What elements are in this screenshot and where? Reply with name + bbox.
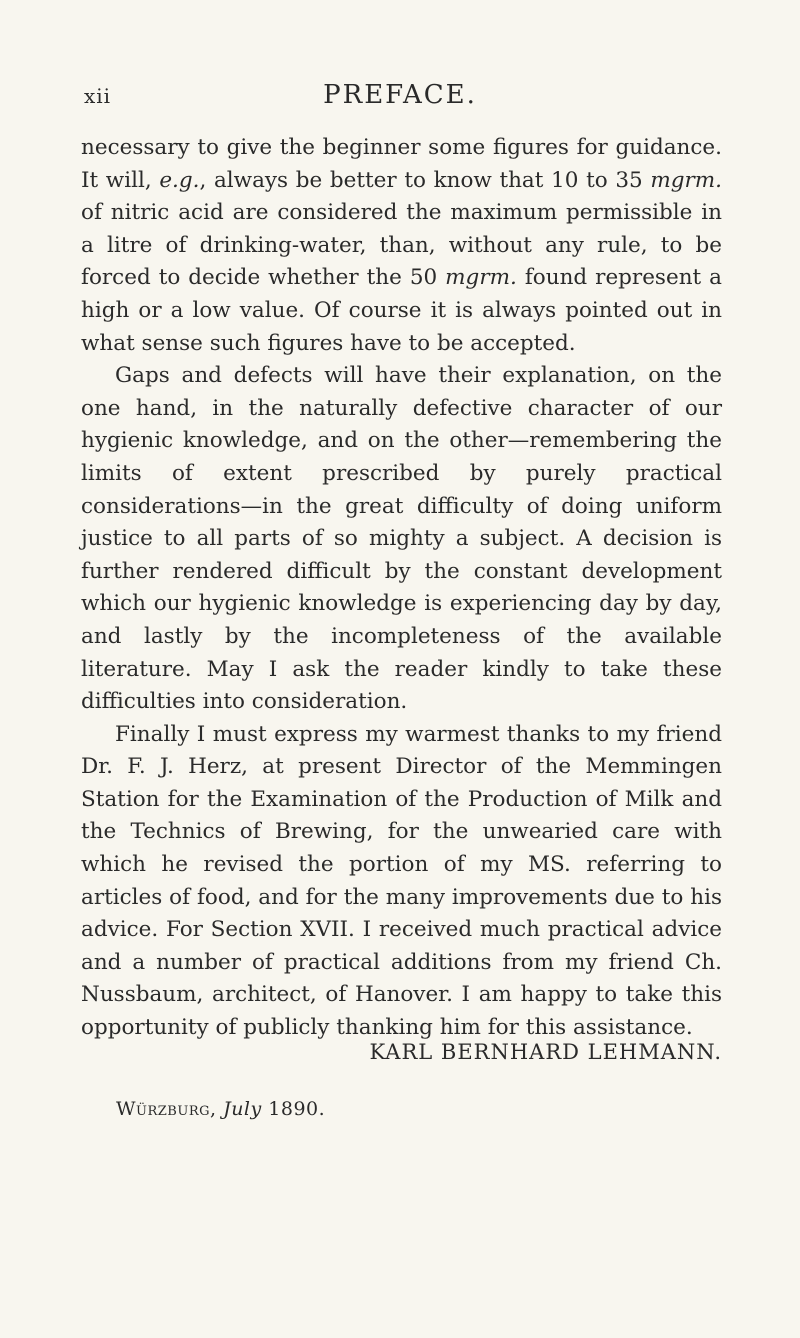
year: 1890. [268,1098,326,1120]
text-run: found represent a high or a low value. Of course it is always pointed out in what sense such figures have to be accepted. [81,265,722,356]
text-run: , always be better to know that 10 to 35 [199,167,651,193]
italic-text: mgrm. [650,167,722,193]
text-run: necessary to give the beginner some figures for guidance. It will, [81,135,722,193]
page-number: xii [84,84,112,108]
paragraph [81,719,722,1045]
running-title: PREFACE. [323,80,477,110]
text-run: Finally I must express my warmest thanks to my friend Dr. F. J. Herz, at present Director of the Memmingen Station for the Examination of the Production of Milk and the Technics of Brewing, for the unwearied care with which he revised the portion of my MS. referring to articles of food, and for the many improvements due to his advice. For Section XVII. I received much practical advice and a number of practical additions from my friend Ch. Nussbaum, architect, of Hanover. I am happy to take this opportunity of publicly thanking him for this assistance. [81,721,722,1041]
running-head [0,78,800,118]
place-name: Würzburg, [116,1098,217,1120]
month: July [223,1098,262,1120]
italic-text: e.g. [159,167,200,193]
author-signature: KARL BERNHARD LEHMANN. [369,1040,722,1064]
paragraph [81,360,722,719]
text-run: of nitric acid are considered the maximum permissible in a litre of drinking-water, than, without any rule, to be forced to decide whether the 50 [81,200,722,291]
text-run: Gaps and defects will have their explanation, on the one hand, in the naturally defective character of our hygienic knowledge, and on the other—remembering the limits of extent prescribed by purely practical considerations—in the great difficulty of doing uniform justice to all parts of so mighty a subject. A decision is further rendered difficult by the constant development which our hygienic knowledge is experiencing day by day, and lastly by the incompleteness of the available literature. May I ask the reader kindly to take these difficulties into consideration. [81,363,722,715]
place-date-line [116,1098,325,1120]
preface-body [81,132,722,1045]
paragraph [81,132,722,360]
italic-text: mgrm. [445,265,517,291]
